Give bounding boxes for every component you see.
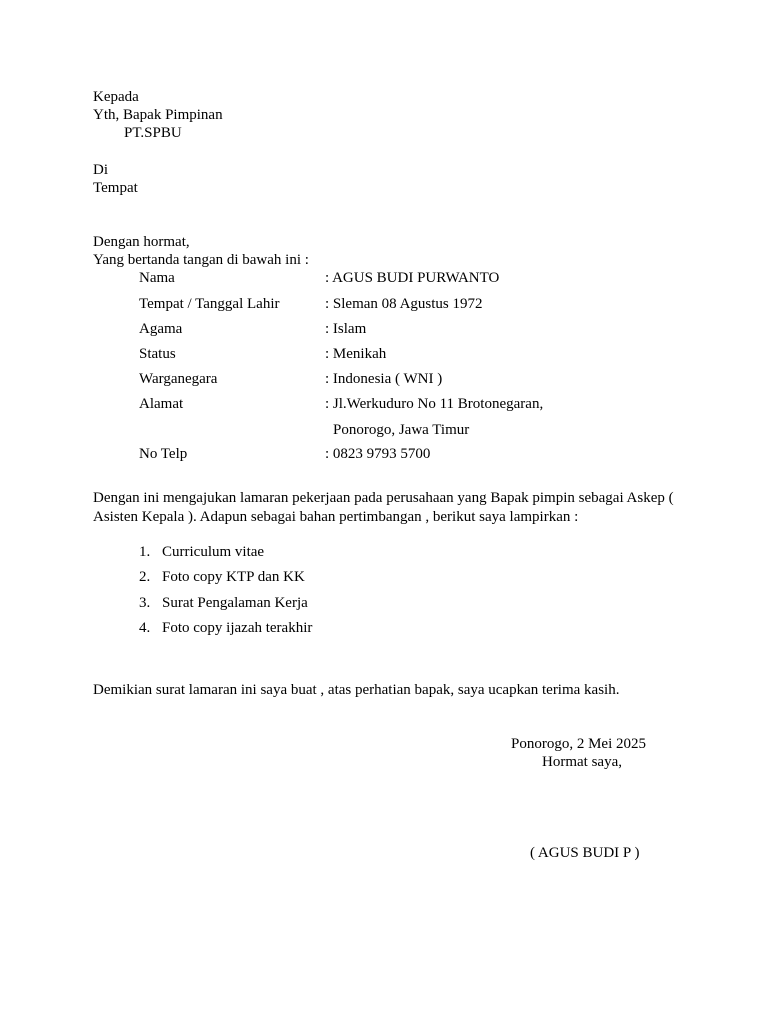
signature-place-date: Ponorogo, 2 Mei 2025 bbox=[511, 736, 646, 752]
identity-label-nama: Nama bbox=[139, 270, 175, 286]
identity-label-alamat: Alamat bbox=[139, 396, 184, 412]
attachment-number: 3. bbox=[139, 595, 151, 611]
closing-paragraph: Demikian surat lamaran ini saya buat , atas perhatian bapak, saya ucapkan terima kasih. bbox=[93, 682, 620, 698]
recipient-kepada: Kepada bbox=[93, 89, 139, 105]
identity-value-ttl: : Sleman 08 Agustus 1972 bbox=[325, 296, 483, 312]
identity-label-telp: No Telp bbox=[139, 446, 188, 462]
identity-value-alamat: : Jl.Werkuduro No 11 Brotonegaran, bbox=[325, 396, 544, 412]
identity-label-ttl: Tempat / Tanggal Lahir bbox=[139, 296, 280, 312]
recipient-di: Di bbox=[93, 162, 108, 178]
identity-value-telp: : 0823 9793 5700 bbox=[325, 446, 431, 462]
identity-value-nama: : AGUS BUDI PURWANTO bbox=[325, 270, 500, 286]
identity-value-status: : Menikah bbox=[325, 346, 387, 362]
attachment-number: 4. bbox=[139, 620, 151, 636]
attachment-item: Foto copy ijazah terakhir bbox=[162, 620, 313, 636]
intro-line: Yang bertanda tangan di bawah ini : bbox=[93, 252, 309, 268]
attachment-item: Curriculum vitae bbox=[162, 544, 265, 560]
attachment-item: Surat Pengalaman Kerja bbox=[162, 595, 308, 611]
recipient-company: PT.SPBU bbox=[124, 125, 182, 141]
attachment-number: 1. bbox=[139, 544, 151, 560]
body-paragraph: Dengan ini mengajukan lamaran pekerjaan pada perusahaan yang Bapak pimpin sebagai Askep ( Asisten Kepala ). Adapun sebagai bahan pertimbangan , berikut saya lampirkan : bbox=[93, 490, 674, 525]
signature-regards: Hormat saya, bbox=[542, 754, 622, 770]
identity-value-alamat-line2: Ponorogo, Jawa Timur bbox=[333, 422, 470, 438]
signature-name: ( AGUS BUDI P ) bbox=[530, 845, 640, 861]
identity-value-warganegara: : Indonesia ( WNI ) bbox=[325, 371, 443, 387]
greeting: Dengan hormat, bbox=[93, 234, 190, 250]
identity-label-agama: Agama bbox=[139, 321, 183, 337]
recipient-tempat: Tempat bbox=[93, 180, 138, 196]
identity-label-status: Status bbox=[139, 346, 176, 362]
recipient-yth: Yth, Bapak Pimpinan bbox=[93, 107, 223, 123]
attachment-item: Foto copy KTP dan KK bbox=[162, 569, 305, 585]
identity-value-agama: : Islam bbox=[325, 321, 367, 337]
attachment-number: 2. bbox=[139, 569, 151, 585]
identity-label-warganegara: Warganegara bbox=[139, 371, 218, 387]
